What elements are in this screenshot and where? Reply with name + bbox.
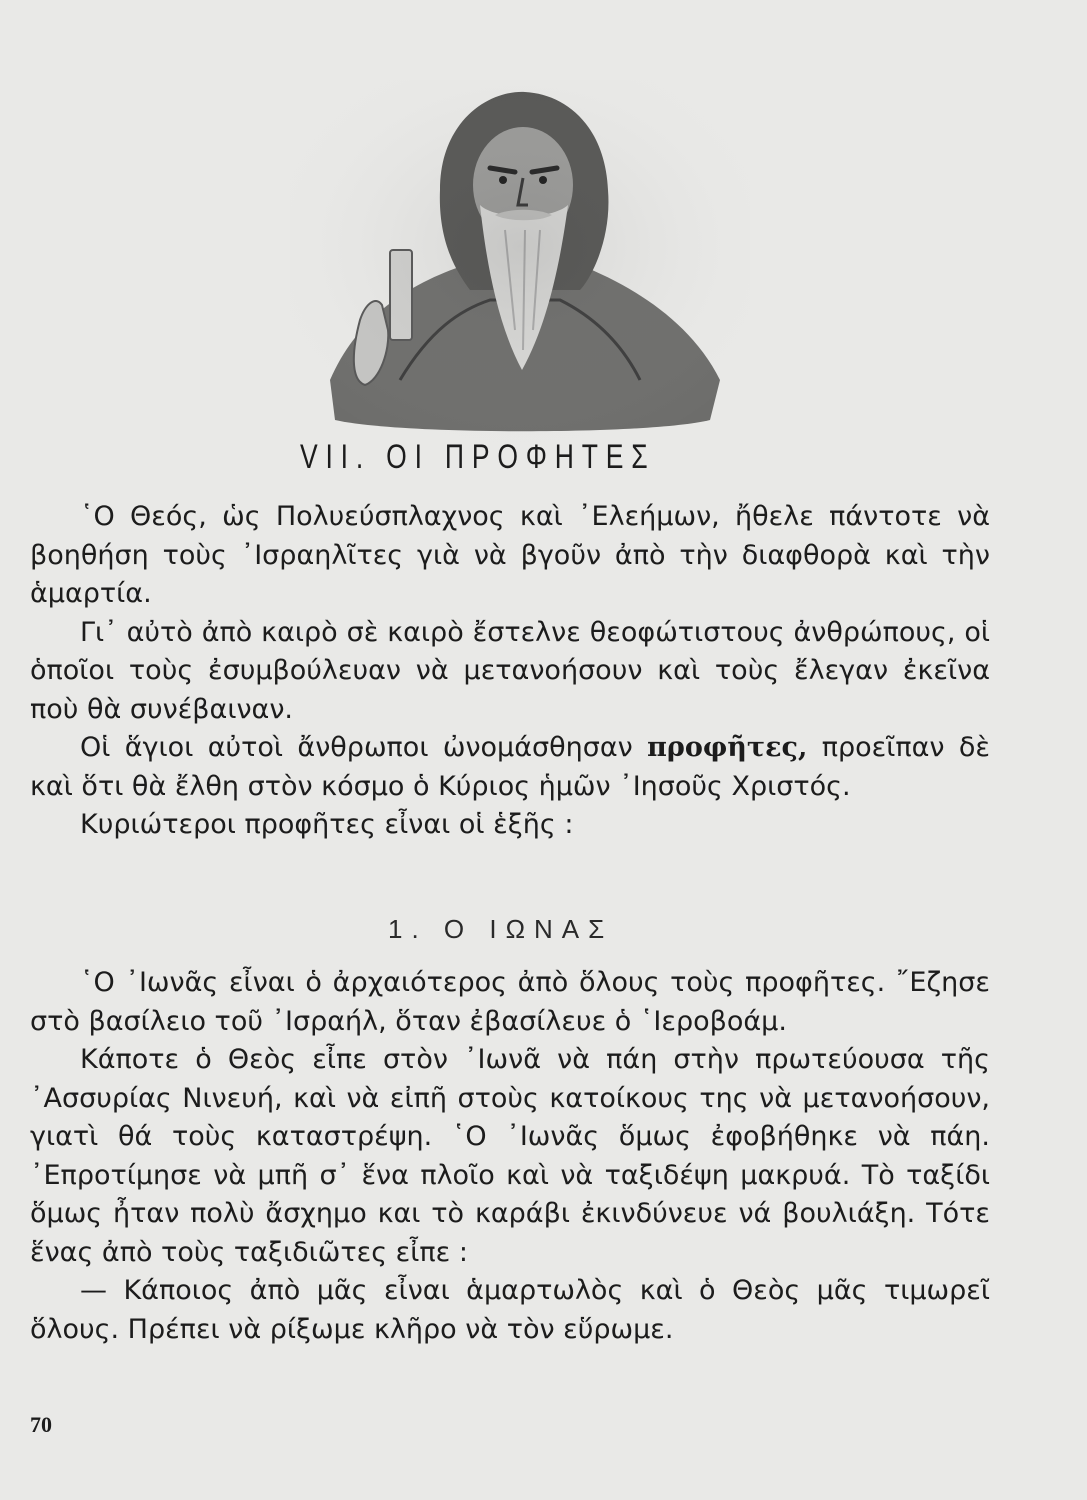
intro-paragraph-4: Κυριώτεροι προφῆτες εἶναι οἱ ἑξῆς : (80, 809, 574, 840)
prophet-portrait-illustration (290, 80, 750, 450)
intro-text (30, 498, 990, 845)
intro-paragraph-3 (30, 729, 990, 806)
chapter-heading: VII. ΟΙ ΠΡΟΦΗΤΕΣ (300, 438, 656, 476)
intro-paragraph-3-end: προεῖπαν δὲ καὶ ὅτι θὰ ἔλθη στὸν κόσμο ὁ Κύριος ἡμῶν ᾿Ιησοῦς Χριστός. (30, 732, 990, 802)
jonah-paragraph-1: ῾Ο ᾿Ιωνᾶς εἶναι ὁ ἀρχαιότερος ἀπὸ ὅλους τοὺς προφῆτες. ῎Εζησε στὸ βασίλειο τοῦ ᾿Ισραήλ, ὅταν ἐβασίλευε ὁ ῾Ιεροβοάμ. (30, 967, 990, 1037)
prophets-bold-term: προφῆτες, (647, 732, 808, 763)
section-heading-jonah: 1. Ο ΙΩΝΑΣ (388, 914, 614, 944)
jonah-paragraph-3: — Κάποιος ἀπὸ μᾶς εἶναι ἁμαρτωλὸς καὶ ὁ Θεὸς μᾶς τιμωρεῖ ὅλους. Πρέπει νὰ ρίξωμε κλῆρο νὰ τὸν εὕρωμε. (30, 1275, 990, 1345)
intro-paragraph-1: ῾Ο Θεός, ὡς Πολυεύσπλαχνος καὶ ᾿Ελεήμων, ἤθελε πάντοτε νὰ βοηθήση τοὺς ᾿Ισραηλῖτες γιὰ νὰ βγοῦν ἀπὸ τὴν διαφθορὰ καὶ τὴν ἁμαρτία. (30, 501, 990, 609)
jonah-section-text (30, 964, 990, 1349)
intro-paragraph-3-start: Οἱ ἅγιοι αὐτοὶ ἄνθρωποι ὠνομάσθησαν (80, 732, 648, 763)
page-number: 70 (30, 1412, 52, 1437)
jonah-paragraph-2: Κάποτε ὁ Θεὸς εἶπε στὸν ᾿Ιωνᾶ νὰ πάη στὴν πρωτεύουσα τῆς ᾿Ασσυρίας Νινευή, καὶ νὰ εἰπῆ στοὺς κατοίκους της νὰ μετανοήσουν, γιατὶ θά τοὺς καταστρέψη. ῾Ο ᾿Ιωνᾶς ὅμως ἐφοβήθηκε νὰ πάη. ᾿Επροτίμησε νὰ μπῆ σ᾿ ἕνα πλοῖο καὶ νὰ ταξιδέψη μακρυά. Τὸ ταξίδι ὅμως ἦταν πολὺ ἄσχημο και τὸ καράβι ἐκινδύνευε νά βουλιάξη. Τότε ἕνας ἀπὸ τοὺς ταξιδιῶτες εἶπε : (30, 1044, 990, 1268)
intro-paragraph-2: Γι᾿ αὐτὸ ἀπὸ καιρὸ σὲ καιρὸ ἔστελνε θεοφώτιστους ἀνθρώπους, οἱ ὁποῖοι τοὺς ἐσυμβούλευαν νὰ μετανοήσουν καὶ τοὺς ἔλεγαν ἐκεῖνα ποὺ θὰ συνέβαιναν. (30, 616, 990, 725)
